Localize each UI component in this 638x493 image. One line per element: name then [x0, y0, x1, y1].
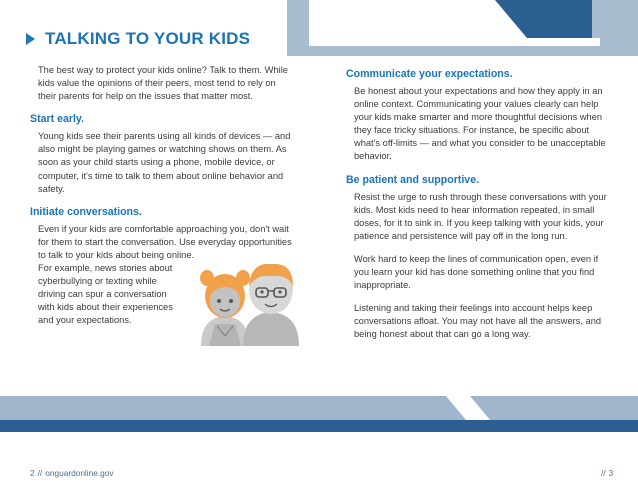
band-dark	[0, 420, 638, 432]
footer-separator: //	[37, 468, 43, 478]
patient-body-3: Listening and taking their feelings into account helps keep conversations afloat. You may not have all the answers, and being honest about that can go a long way.	[354, 303, 602, 340]
left-column	[30, 64, 292, 328]
footer-site[interactable]: onguardonline.gov	[45, 468, 114, 478]
kids-illustration	[195, 256, 303, 346]
initiate-body: Even if your kids are comfortable approaching you, don't wait for them to start the conversation. Use everyday opportunities to talk to your kids about being online.	[38, 223, 292, 260]
patient-body-1: Resist the urge to rush through these conversations with your kids. Most kids need to hear information repeated, in small doses, for it to sink in. If you keep talking with your kids, your patience and persistence will pay off in the long run.	[354, 191, 607, 241]
start-early-body: Young kids see their parents using all kinds of devices — and also might be playing games or watching shows on them. As soon as your child starts using a phone, mobile device, or computer, it's time to talk to them about online behavior and safety.	[38, 131, 291, 194]
footer-right	[598, 468, 613, 478]
footer-left	[30, 468, 114, 478]
right-page-number: 3	[608, 468, 614, 478]
play-arrow-icon	[26, 33, 35, 45]
boy-figure	[243, 264, 299, 346]
communicate-body: Be honest about your expectations and how they apply in an online context. Communicating your values clearly can help your kids make smarter and more thoughtful decisions when they face tricky situations. For instance, be specific about what's off-limits — and what you consider to be unacceptable behavior.	[354, 86, 606, 162]
bottom-decoration	[0, 396, 638, 436]
heading-initiate-conversations: Initiate conversations.	[30, 205, 142, 218]
initiate-example: For example, news stories about cyberbullying or texting while driving can spur a conversation with kids about their experiences and your expectations.	[38, 263, 173, 326]
girl-figure	[200, 270, 250, 346]
section-header	[26, 28, 250, 50]
page-title: TALKING TO YOUR KIDS	[45, 29, 251, 48]
patient-body-2: Work hard to keep the lines of communication open, even if you learn your kid has done something online that you find inappropriate.	[354, 253, 599, 291]
top-decoration	[287, 0, 638, 56]
right-column	[346, 68, 614, 352]
example-block	[30, 262, 292, 327]
heading-communicate-expectations: Communicate your expectations.	[346, 68, 513, 80]
heading-start-early: Start early.	[30, 113, 84, 126]
deco-light-left	[287, 0, 309, 46]
footer-separator-right: //	[601, 468, 606, 478]
left-page-number: 2	[30, 468, 35, 478]
intro-paragraph: The best way to protect your kids online? Talk to them. While kids value the opinions of their peers, most tend to rely on their parents for help on the issues that matter most.	[38, 65, 288, 102]
deco-light-mid	[309, 0, 532, 46]
deco-light-band	[287, 46, 600, 56]
heading-patient-supportive: Be patient and supportive.	[346, 173, 480, 186]
